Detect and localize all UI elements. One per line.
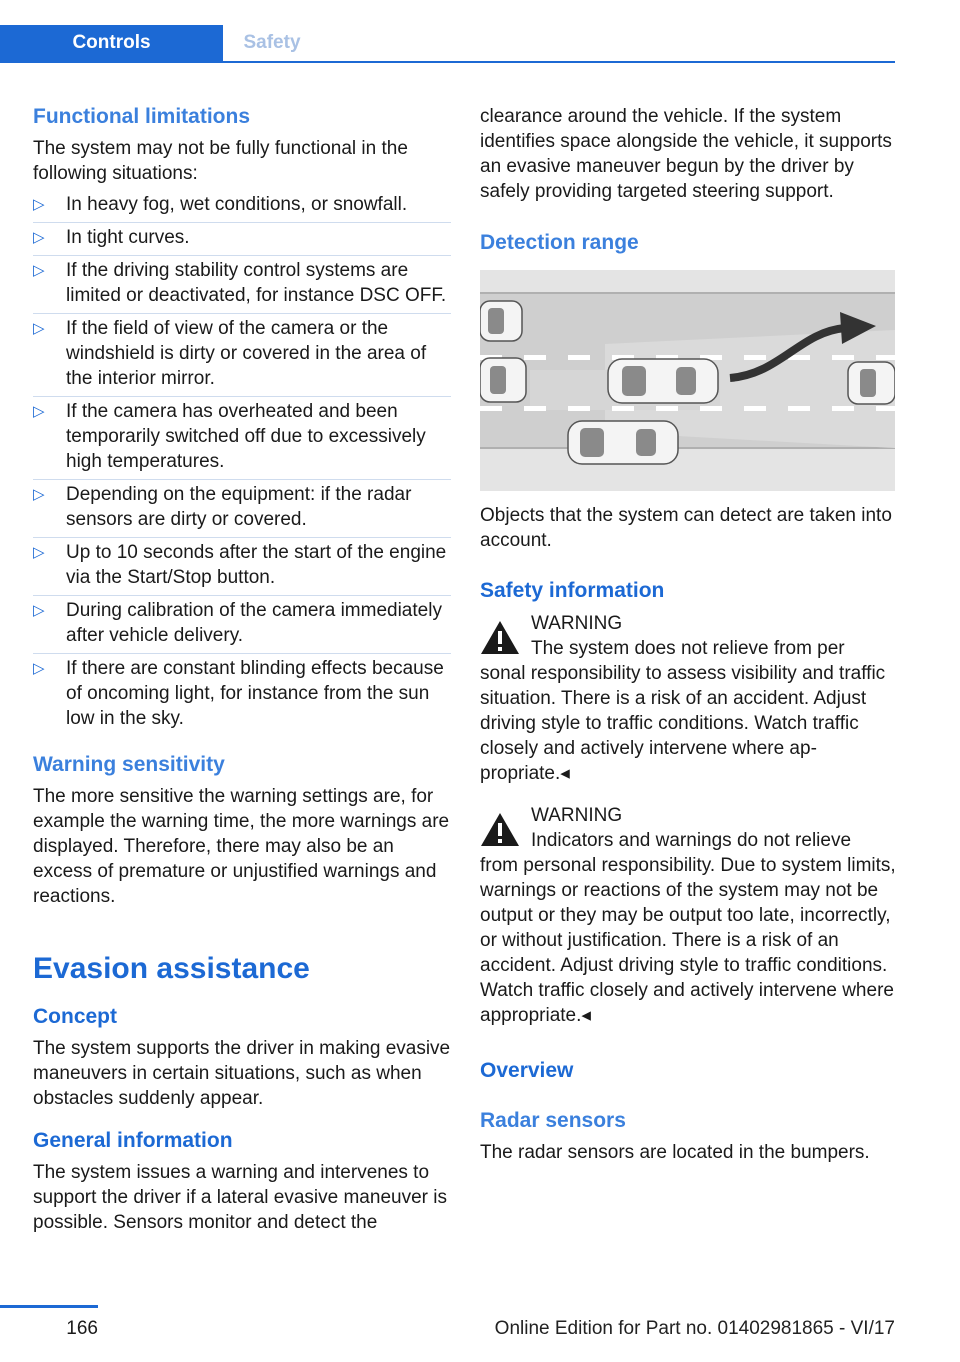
warning-triangle-icon [480, 619, 520, 655]
tab-safety[interactable]: Safety [243, 32, 301, 53]
detection-range-caption: Objects that the system can detect are taken into account. [480, 505, 892, 551]
tab-controls[interactable]: Controls [0, 25, 223, 61]
triangle-bullet-icon: ▷ [33, 602, 45, 619]
functional-limitations-heading: Functional limitations [33, 105, 251, 128]
warning-title: WARNING [531, 805, 623, 826]
functional-limitations-intro: The system may not be fully functional in the following situations: [33, 138, 408, 184]
triangle-bullet-icon: ▷ [33, 486, 45, 503]
footer-rule [0, 1305, 98, 1308]
triangle-bullet-icon: ▷ [33, 544, 45, 561]
warning-triangle-icon [480, 811, 520, 847]
general-information-heading: General information [33, 1129, 233, 1152]
warning-block [480, 803, 898, 1028]
warning-block [480, 611, 898, 786]
right-column [480, 104, 898, 1165]
warning-sensitivity-text: The more sensitive the warning settings are, for example the warning time, the more warnings are displayed. Therefore, there may also be an excess of premature or unjustified warnings and reactions. [33, 786, 450, 907]
list-item: ▷ Up to 10 seconds after the start of the engine via the Start/Stop button. [33, 540, 451, 596]
detection-range-illustration [480, 270, 895, 491]
list-item: ▷ In heavy fog, wet conditions, or snowfall. [33, 192, 451, 223]
page-number: 166 [66, 1318, 98, 1339]
list-item: ▷ If the camera has overheated and been temporarily switched off due to excessively high temperatures. [33, 399, 451, 480]
warning-text-first-line: Indicators and warnings do not relieve [531, 830, 852, 851]
list-item: ▷ If the field of view of the camera or the windshield is dirty or covered in the area of the interior mirror. [33, 316, 451, 397]
triangle-bullet-icon: ▷ [33, 262, 45, 279]
list-item: ▷ During calibration of the camera immediately after vehicle delivery. [33, 598, 451, 654]
warning-text: from personal responsibility. Due to system limits, warnings or reactions of the system may not be output or they may be output too late, incorrectly, or without justification. There is a risk of an accident. Adjust driving style to traffic conditions. Watch traffic closely and actively intervene where appropriate.◂ [480, 855, 896, 1026]
section-tab-bar [0, 25, 895, 63]
radar-sensors-text: The radar sensors are located in the bumpers. [480, 1142, 870, 1163]
triangle-bullet-icon: ▷ [33, 196, 45, 213]
list-item: ▷ If there are constant blinding effects because of oncoming light, for instance from the sun low in the sky. [33, 658, 444, 729]
triangle-bullet-icon: ▷ [33, 229, 45, 246]
edition-note: Online Edition for Part no. 01402981865 - VI/17 [494, 1318, 895, 1339]
radar-sensors-heading: Radar sensors [480, 1109, 626, 1132]
warning-title: WARNING [531, 613, 623, 634]
detection-range-heading: Detection range [480, 231, 639, 254]
triangle-bullet-icon: ▷ [33, 403, 45, 420]
left-column [33, 104, 451, 1235]
list-item: ▷ If the driving stability control systems are limited or deactivated, for instance DSC OFF. [33, 258, 451, 314]
list-item: ▷ In tight curves. [33, 225, 451, 256]
triangle-bullet-icon: ▷ [33, 660, 45, 677]
limitations-list [33, 192, 451, 736]
safety-information-heading: Safety information [480, 579, 665, 602]
warning-text: sonal responsibility to assess visibility and traffic situation. There is a risk of an accident. Adjust driving style to traffic conditions. Watch traffic closely and actively intervene where appropriate.◂ [480, 663, 886, 784]
triangle-bullet-icon: ▷ [33, 320, 45, 337]
evasion-assistance-heading: Evasion assistance [33, 952, 310, 985]
overview-heading: Overview [480, 1059, 574, 1082]
warning-sensitivity-heading: Warning sensitivity [33, 753, 225, 776]
warning-text-first-line: The system does not relieve from per [531, 638, 845, 659]
list-item: ▷ Depending on the equipment: if the radar sensors are dirty or covered. [33, 482, 451, 538]
concept-heading: Concept [33, 1005, 117, 1028]
continued-text: clearance around the vehicle. If the system identifies space alongside the vehicle, it supports an evasive maneuver begun by the driver by safely providing targeted steering support. [480, 106, 892, 202]
concept-text: The system supports the driver in making evasive maneuvers in certain situations, such as when obstacles suddenly appear. [33, 1038, 451, 1109]
detection-range-diagram [480, 270, 895, 491]
general-information-text: The system issues a warning and intervenes to support the driver if a lateral evasive maneuver is possible. Sensors monitor and detect the [33, 1162, 447, 1233]
